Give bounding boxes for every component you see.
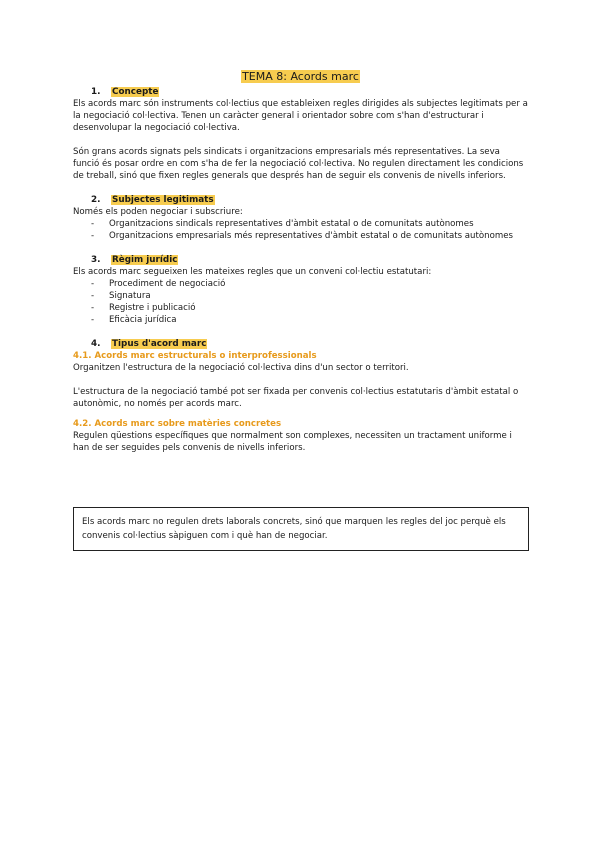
dash-list [73,278,528,326]
paragraph: Els acords marc són instruments col·lectius que estableixen regles dirigides als subjectes legitimats per a la negociació col·lectiva. Tenen un caràcter general i orientador sobre com s'han d'estructurar i desenvolupar la negociació col·lectiva. [73,99,528,133]
page-title: TEMA 8: Acords marc [242,70,359,83]
section-intro: Només els poden negociar i subscriure: [73,207,243,217]
subsection-heading: 4.2. Acords marc sobre matèries concretes [73,419,282,429]
section-heading-subjectes: 2. Subjectes legitimats [91,195,214,205]
summary-note-text: Els acords marc no regulen drets laborals concrets, sinó que marquen les regles del joc perquè els convenis col·lectius sàpiguen com i què han de negociar. [82,517,506,541]
section-heading-tipus: 4. Tipus d'acord marc [91,339,207,349]
summary-note-box [73,507,529,551]
list-item: - Organitzacions sindicals representatives d'àmbit estatal o de comunitats autònomes [73,218,528,230]
paragraph: Regulen qüestions específiques que normalment son complexes, necessiten un tractament uniforme i han de ser seguides pels convenis de nivells inferiors. [73,431,512,453]
section-heading-regim: 3. Règim jurídic [91,255,178,265]
subsection-heading: 4.1. Acords marc estructurals o interprofessionals [73,351,317,361]
list-item: - Eficàcia jurídica [73,314,528,326]
dash-list [73,218,528,242]
paragraph: L'estructura de la negociació també pot ser fixada per convenis col·lectius estatutaris d'àmbit estatal o autonòmic, no només per acords marc. [73,387,519,409]
section-intro: Els acords marc segueixen les mateixes regles que un conveni col·lectiu estatutari: [73,267,432,277]
paragraph: Són grans acords signats pels sindicats i organitzacions empresarials més representatives. La seva funció és posar ordre en com s'ha de fer la negociació col·lectiva. No regulen directament les condicions de treball, sinó que fixen regles generals que després han de seguir els convenis de nivells inferiors. [73,147,524,181]
list-item: - Organitzacions empresarials més representatives d'àmbit estatal o de comunitats autònomes [73,230,528,242]
section-heading-concepte: 1. Concepte [91,87,159,97]
list-item: - Signatura [73,290,528,302]
document-body [73,70,528,454]
list-item: - Procediment de negociació [73,278,528,290]
paragraph: Organitzen l'estructura de la negociació col·lectiva dins d'un sector o territori. [73,363,409,373]
list-item: - Registre i publicació [73,302,528,314]
